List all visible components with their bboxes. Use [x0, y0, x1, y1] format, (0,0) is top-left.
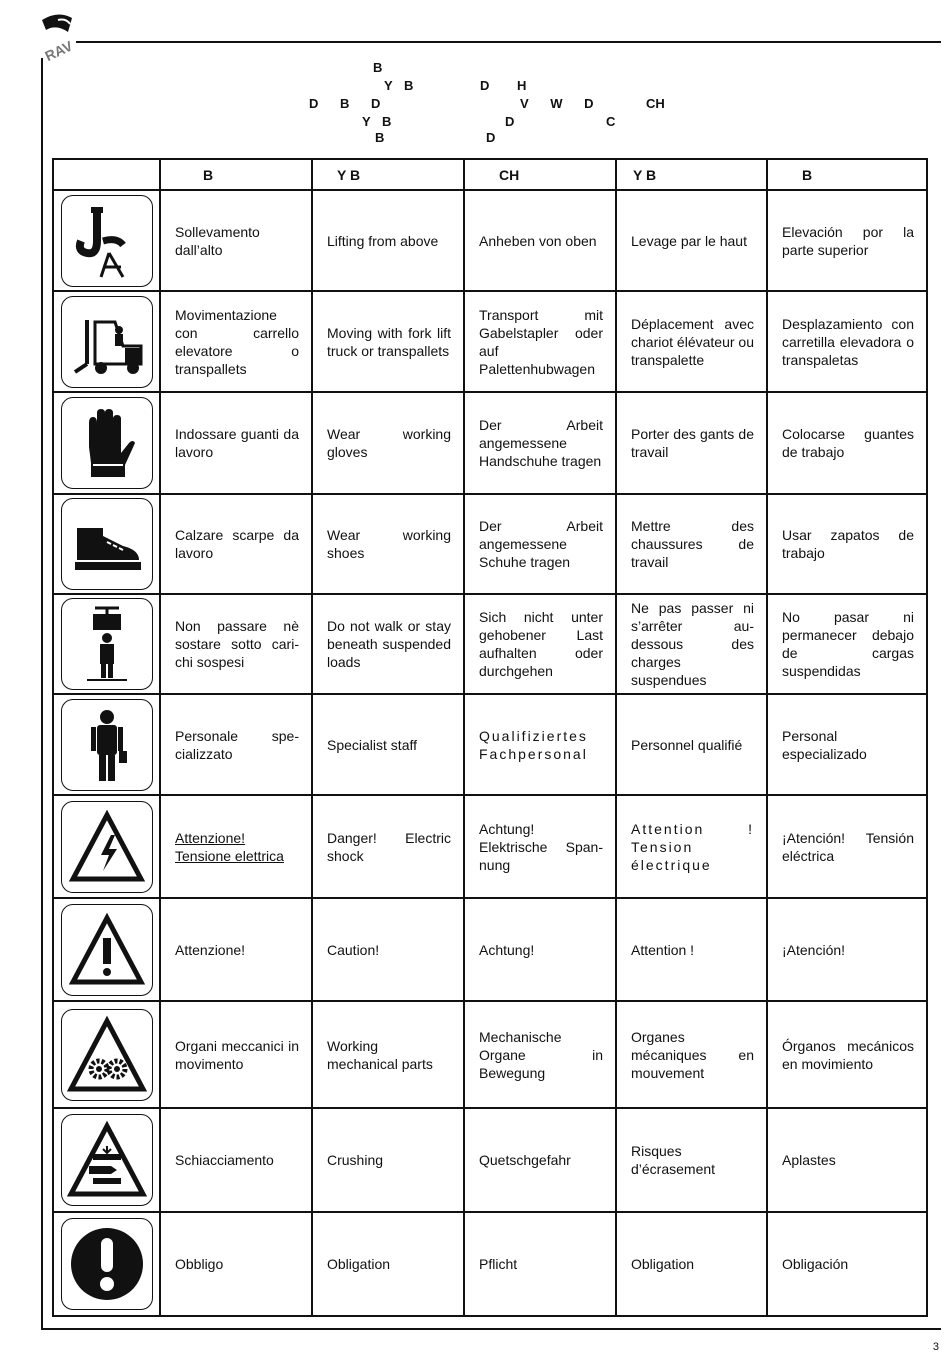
cell-de: Qualifiziertes Fachpersonal: [464, 694, 616, 795]
header-fragment: CH: [646, 96, 665, 111]
cell-fr: Attention ! Tension électrique: [616, 795, 767, 898]
cell-it: Schiacciamento: [160, 1108, 312, 1212]
cell-fr: Porter des gants de travail: [616, 392, 767, 494]
column-header-fr: Y B: [616, 159, 767, 190]
icon-cell: [53, 898, 160, 1001]
cell-en: Working mechanical parts: [312, 1001, 464, 1108]
frame-left-line: [41, 58, 43, 1329]
cell-es: Aplastes: [767, 1108, 927, 1212]
cell-it: Attenzione! Tensione elettrica: [160, 795, 312, 898]
cell-es: Desplazamiento con carretilla elevadora o transpaletas: [767, 291, 927, 392]
cell-es: ¡Atención! Tensión eléctrica: [767, 795, 927, 898]
cell-de: Der Arbeit angemessene Schuhe tragen: [464, 494, 616, 594]
header-fragment: D: [505, 114, 515, 129]
svg-text:RAV: RAV: [42, 37, 75, 62]
hook-lifting-icon: [61, 195, 153, 287]
header-fragment: Y B: [362, 114, 392, 129]
icon-cell: [53, 1212, 160, 1316]
mechanical-gears-icon: [61, 1009, 153, 1101]
cell-fr: Obligation: [616, 1212, 767, 1316]
table-row: [53, 1108, 927, 1212]
cell-es: Colocarse guantes de trabajo: [767, 392, 927, 494]
header-fragment: B: [373, 60, 383, 75]
cell-es: Obligación: [767, 1212, 927, 1316]
cell-it: Calzare scarpe da lavoro: [160, 494, 312, 594]
table-row: [53, 594, 927, 694]
cell-it: Personale spe-cializzato: [160, 694, 312, 795]
icon-cell: [53, 694, 160, 795]
cell-it: Sollevamento dall’alto: [160, 190, 312, 291]
cell-it: Non passare nè sostare sotto cari-chi sospesi: [160, 594, 312, 694]
icon-cell: [53, 494, 160, 594]
cell-it: Movimentazione con carrello elevatore o transpallets: [160, 291, 312, 392]
table-row: [53, 694, 927, 795]
header-fragment: D B D: [309, 96, 381, 111]
header-fragment: D: [486, 130, 496, 145]
header-fragment: Y B: [384, 78, 414, 93]
cell-de: Der Arbeit angemessene Handschuhe tragen: [464, 392, 616, 494]
cell-en: Lifting from above: [312, 190, 464, 291]
cell-de: Achtung! Elektrische Span-nung: [464, 795, 616, 898]
cell-it: Obbligo: [160, 1212, 312, 1316]
cell-it: Indossare guanti da lavoro: [160, 392, 312, 494]
table-row: [53, 1212, 927, 1316]
cell-de: Sich nicht unter gehobener Last aufhalten oder durchgehen: [464, 594, 616, 694]
header-fragment: D H: [480, 78, 527, 93]
specialist-person-icon: [61, 699, 153, 791]
cell-de: Anheben von oben: [464, 190, 616, 291]
rav-logo: [38, 12, 82, 62]
cell-fr: Ne pas passer ni s’arrêter au-dessous des charges suspendues: [616, 594, 767, 694]
frame-bottom-line: [41, 1328, 941, 1330]
cell-en: Moving with fork lift truck or transpallets: [312, 291, 464, 392]
safety-shoe-icon: [61, 498, 153, 590]
header-fragment: C: [606, 114, 616, 129]
column-header-en: Y B: [312, 159, 464, 190]
icon-cell: [53, 392, 160, 494]
cell-fr: Organes mécaniques en mouvement: [616, 1001, 767, 1108]
cell-de: Quetschgefahr: [464, 1108, 616, 1212]
cell-es: No pasar ni permanecer debajo de cargas suspendidas: [767, 594, 927, 694]
cell-en: Danger! Electric shock: [312, 795, 464, 898]
cell-de: Pflicht: [464, 1212, 616, 1316]
cell-fr: Levage par le haut: [616, 190, 767, 291]
cell-en: Wear working shoes: [312, 494, 464, 594]
cell-en: Obligation: [312, 1212, 464, 1316]
cell-de: Achtung!: [464, 898, 616, 1001]
forklift-icon: [61, 296, 153, 388]
icon-cell: [53, 594, 160, 694]
page-number: 3: [932, 1341, 939, 1353]
table-row: [53, 190, 927, 291]
table-row: [53, 795, 927, 898]
table-row: [53, 494, 927, 594]
cell-fr: Attention !: [616, 898, 767, 1001]
electric-hazard-icon: [61, 801, 153, 893]
cell-en: Do not walk or stay beneath suspended loads: [312, 594, 464, 694]
column-header-icon: [53, 159, 160, 190]
column-header-es: B: [767, 159, 927, 190]
cell-es: Órganos mecánicos en movimiento: [767, 1001, 927, 1108]
cell-fr: Mettre des chaussures de travail: [616, 494, 767, 594]
cell-fr: Déplacement avec chariot élévateur ou transpalette: [616, 291, 767, 392]
frame-top-line: [76, 41, 941, 43]
table-row: [53, 898, 927, 1001]
gloves-icon: [61, 397, 153, 489]
cell-es: Elevación por la parte superior: [767, 190, 927, 291]
icon-cell: [53, 795, 160, 898]
suspended-load-icon: [61, 598, 153, 690]
cell-it: Attenzione!: [160, 898, 312, 1001]
cell-de: Transport mit Gabelstapler oder auf Palettenhubwagen: [464, 291, 616, 392]
header-fragment: B: [375, 130, 385, 145]
table-header-row: [53, 159, 927, 190]
cell-fr: Risques d’écrasement: [616, 1108, 767, 1212]
icon-cell: [53, 190, 160, 291]
cell-en: Caution!: [312, 898, 464, 1001]
safety-symbols-table: [52, 158, 928, 1317]
cell-fr: Personnel qualifié: [616, 694, 767, 795]
obligation-icon: [61, 1218, 153, 1310]
cell-en: Wear working gloves: [312, 392, 464, 494]
icon-cell: [53, 291, 160, 392]
column-header-it: B: [160, 159, 312, 190]
cell-de: Mechanische Organe in Bewegung: [464, 1001, 616, 1108]
table-row: [53, 392, 927, 494]
column-header-de: CH: [464, 159, 616, 190]
table-row: [53, 291, 927, 392]
table-row: [53, 1001, 927, 1108]
icon-cell: [53, 1108, 160, 1212]
icon-cell: [53, 1001, 160, 1108]
cell-en: Specialist staff: [312, 694, 464, 795]
cell-es: ¡Atención!: [767, 898, 927, 1001]
cell-es: Personal especializado: [767, 694, 927, 795]
cell-en: Crushing: [312, 1108, 464, 1212]
cell-it: Organi meccanici in movimento: [160, 1001, 312, 1108]
header-fragment: V W D: [520, 96, 594, 111]
crushing-hazard-icon: [61, 1114, 153, 1206]
cell-es: Usar zapatos de trabajo: [767, 494, 927, 594]
caution-triangle-icon: [61, 904, 153, 996]
